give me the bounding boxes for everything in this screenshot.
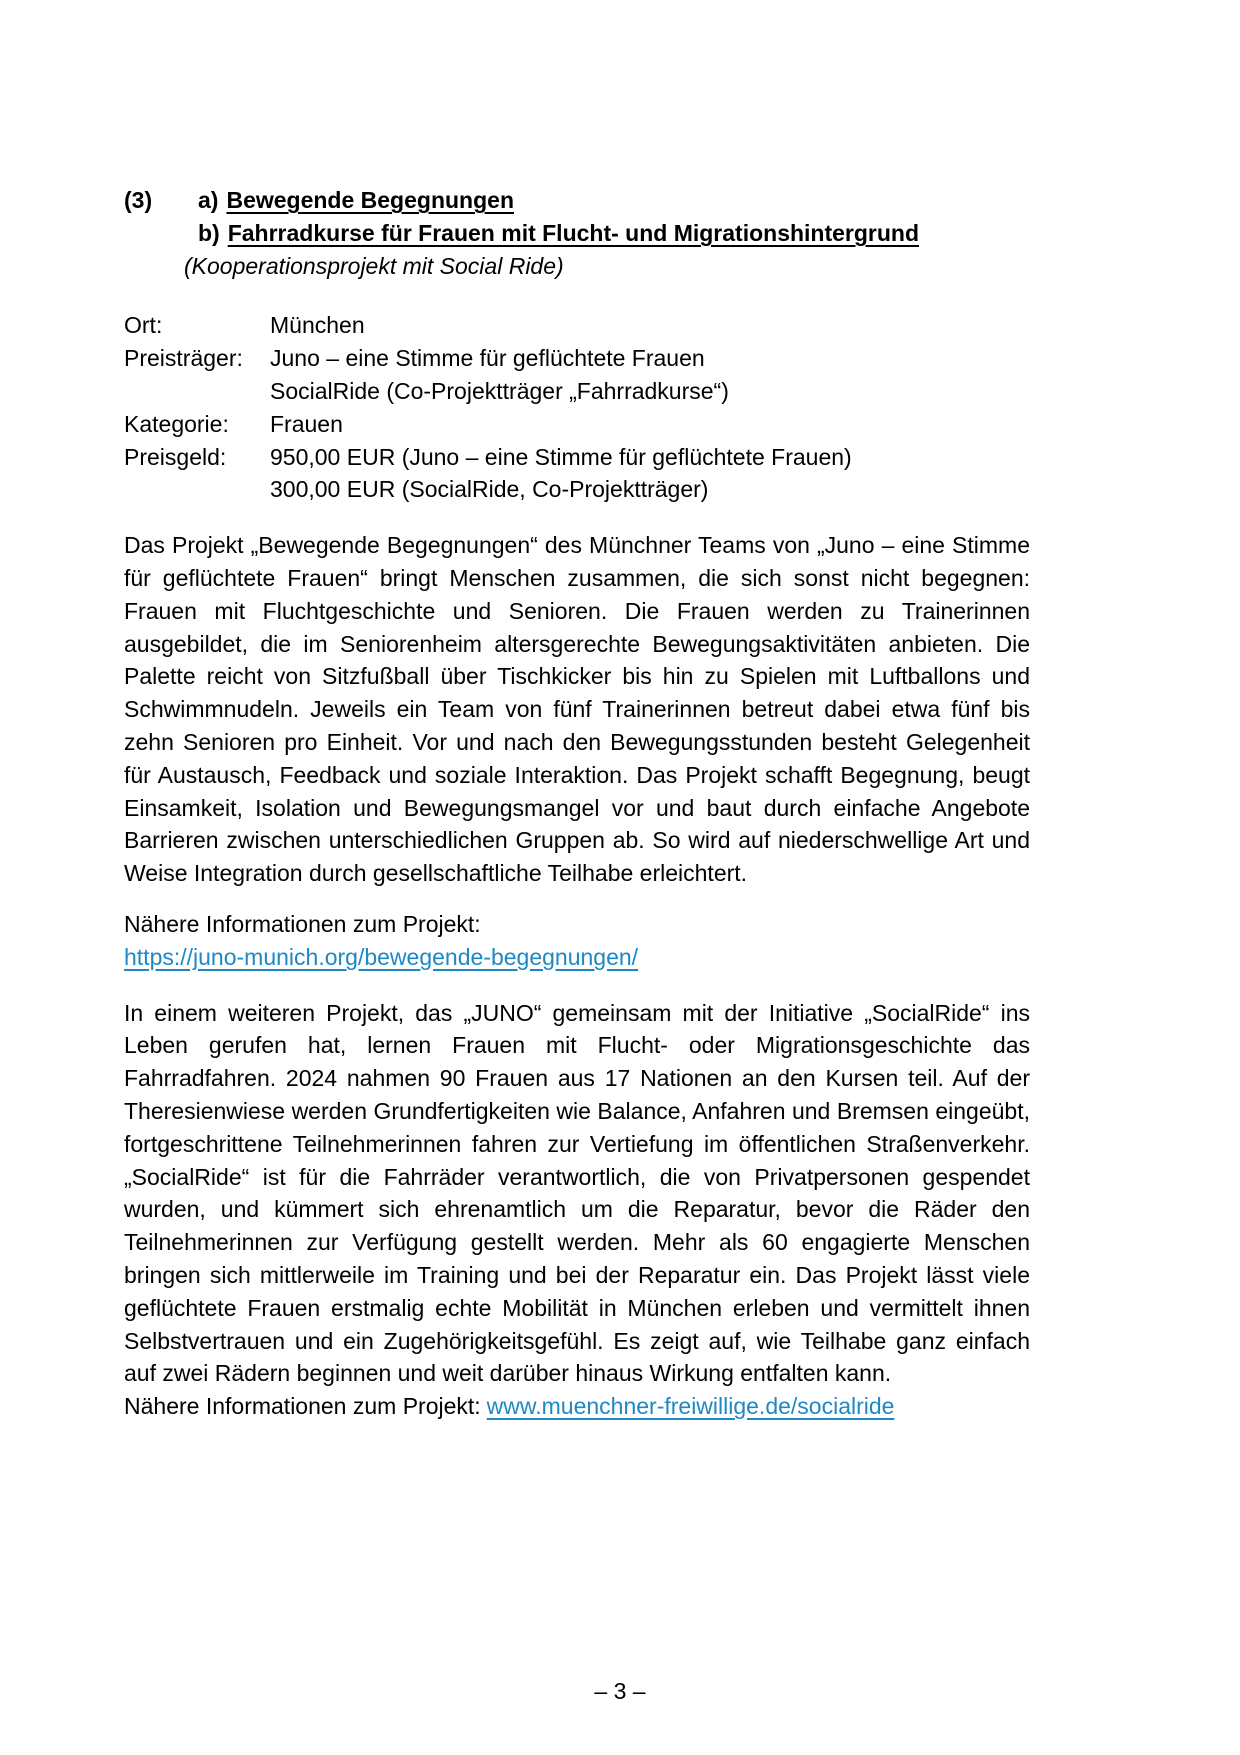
heading-title-a: Bewegende Begegnungen	[226, 187, 514, 213]
meta-value: SocialRide (Co-Projektträger „Fahrradkurse“)	[270, 377, 729, 404]
heading-prefix-b: b)	[198, 219, 220, 246]
meta-row-preistraeger	[124, 342, 1030, 408]
meta-value: Juno – eine Stimme für geflüchtete Frauen	[270, 345, 705, 372]
heading-subtitle: (Kooperationsprojekt mit Social Ride)	[184, 252, 564, 279]
meta-label: Preisgeld:	[124, 443, 227, 470]
heading-prefix-a: a)	[198, 187, 219, 213]
info-block-2	[124, 1390, 1030, 1423]
heading-row-a	[124, 184, 1030, 217]
meta-value: 300,00 EUR (SocialRide, Co-Projektträger)	[270, 476, 709, 503]
heading-title-b: Fahrradkurse für Frauen mit Flucht- und Migrationshintergrund	[227, 219, 920, 246]
page-content	[124, 184, 1030, 1423]
meta-value-group	[270, 342, 1030, 408]
paragraph-fahrradkurse: In einem weiteren Projekt, das „JUNO“ gemeinsam mit der Initiative „SocialRide“ ins Leben gerufen hat, lernen Frauen mit Flucht- oder Migrationsgeschichte das Fahrradfahren. 2024 nahmen 90 Frauen aus 17 Nationen an den Kursen teil. Auf der Theresienwiese werden Grundfertigkeiten wie Balance, Anfahren und Bremsen eingeübt, fortgeschrittene Teilnehmerinnen fahren zur Vertiefung im öffentlichen Straßenverkehr. „SocialRide“ ist für die Fahrräder verantwortlich, die von Privatpersonen gespendet wurden, und kümmert sich ehrenamtlich um die Reparatur, bevor die Räder den Teilnehmerinnen zur Verfügung gestellt werden. Mehr als 60 engagierte Menschen bringen sich mittlerweile im Training und bei der Reparatur ein. Das Projekt lässt viele geflüchtete Frauen erstmalig echte Mobilität in München erleben und vermittelt ihnen Selbstvertrauen und ein Zugehörigkeitsgefühl. Es zeigt auf, wie Teilhabe ganz einfach auf zwei Rädern beginnen und weit darüber hinaus Wirkung entfalten kann.	[124, 999, 1030, 1387]
heading-index-spacer	[124, 217, 198, 250]
meta-row-kategorie	[124, 408, 1030, 441]
juno-project-link[interactable]: https://juno-munich.org/bewegende-begegnungen/	[124, 943, 639, 970]
info-block-1	[124, 908, 1030, 974]
paragraph-bewegende-begegnungen: Das Projekt „Bewegende Begegnungen“ des Münchner Teams von „Juno – eine Stimme für geflüchtete Frauen“ bringt Menschen zusammen, die sich sonst nicht begegnen: Frauen mit Fluchtgeschichte und Senioren. Die Frauen werden zu Trainerinnen ausgebildet, die im Seniorenheim altersgerechte Bewegungsaktivitäten anbieten. Die Palette reicht von Sitzfußball über Tischkicker bis hin zu Spielen mit Luftballons und Schwimmnudeln. Jeweils ein Team von fünf Trainerinnen betreut dabei etwa fünf bis zehn Senioren pro Einheit. Vor und nach den Bewegungsstunden besteht Gelegenheit für Austausch, Feedback und soziale Interaktion. Das Projekt schafft Begegnung, beugt Einsamkeit, Isolation und Bewegungsmangel vor und baut durch einfache Angebote Barrieren zwischen unterschiedlichen Gruppen ab. So wird auf niederschwellige Art und Weise Integration durch gesellschaftliche Teilhabe erleichtert.	[124, 532, 1030, 887]
page-number: – 3 –	[594, 1678, 646, 1704]
meta-row-ort	[124, 309, 1030, 342]
section-heading	[124, 184, 1030, 282]
section-number: (3)	[124, 187, 153, 213]
meta-value-group	[270, 441, 1030, 507]
meta-value: München	[270, 312, 365, 339]
project-meta-table	[124, 309, 1030, 506]
meta-label: Ort:	[124, 312, 163, 339]
meta-label: Kategorie:	[124, 410, 229, 437]
meta-value: 950,00 EUR (Juno – eine Stimme für geflüchtete Frauen)	[270, 443, 852, 470]
socialride-project-link[interactable]: www.muenchner-freiwillige.de/socialride	[486, 1393, 895, 1420]
meta-value: Frauen	[270, 410, 343, 437]
info-label: Nähere Informationen zum Projekt:	[124, 910, 481, 937]
meta-label: Preisträger:	[124, 345, 243, 372]
heading-row-b	[124, 217, 1030, 250]
info-link-line	[124, 941, 1030, 974]
info-label: Nähere Informationen zum Projekt:	[124, 1393, 481, 1420]
meta-row-preisgeld	[124, 441, 1030, 507]
